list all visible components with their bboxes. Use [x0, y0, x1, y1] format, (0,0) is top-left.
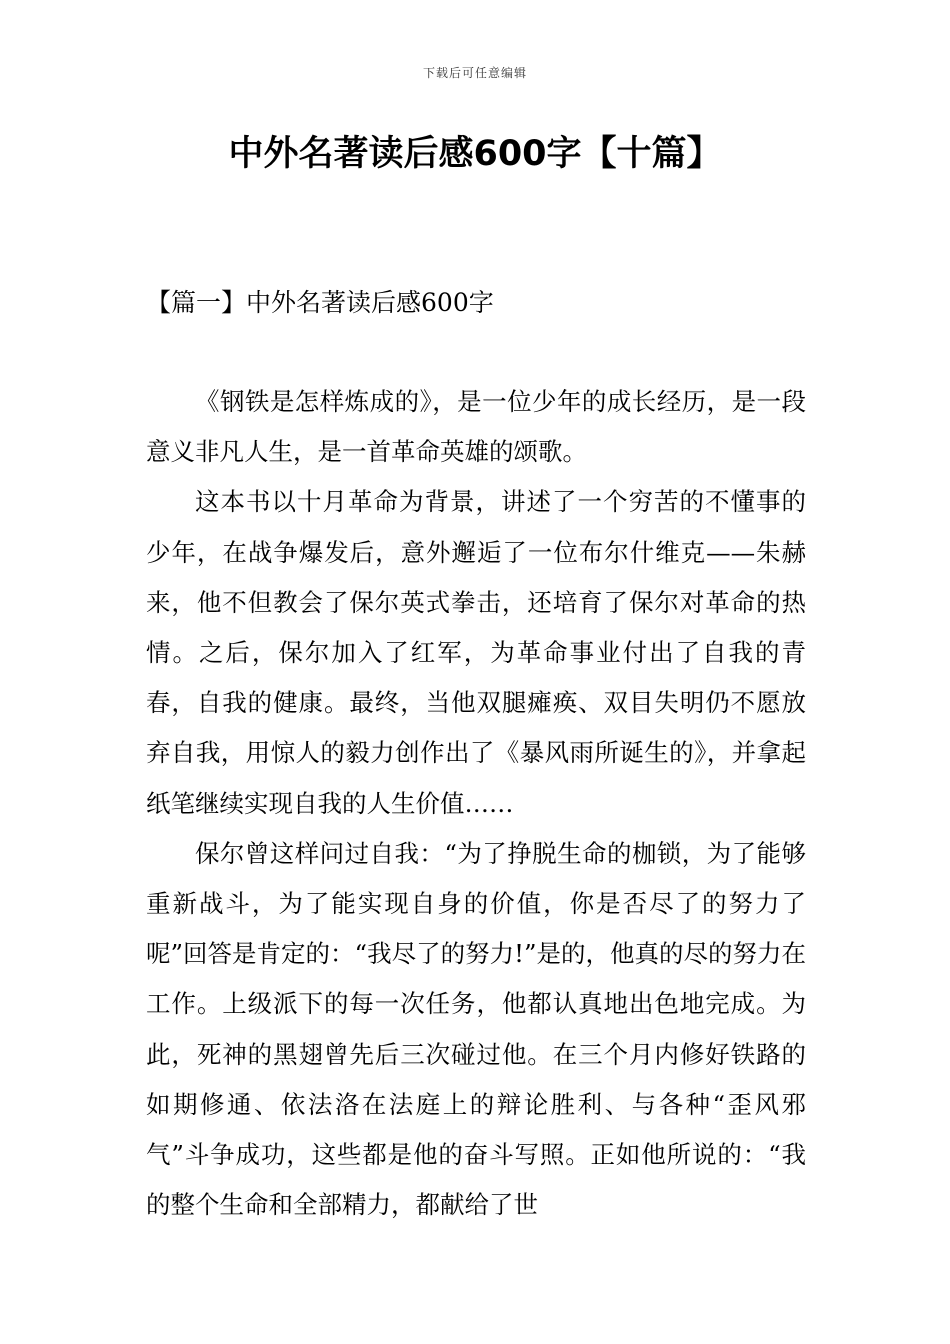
section-heading: 【篇一】中外名著读后感600字 [146, 288, 494, 317]
paragraph: 保尔曾这样问过自我：“为了挣脱生命的枷锁，为了能够重新战斗，为了能实现自身的价值，你是否尽了的努力了呢”回答是肯定的：“我尽了的努力!”是的，他真的尽的努力在工作。上级派下的每一次任务，他都认真地出色地完成。为此，死神的黑翅曾先后三次碰过他。在三个月内修好铁路的如期修通、依法洛在法庭上的辩论胜利、与各种“歪风邪气”斗争成功，这些都是他的奋斗写照。正如他所说的：“我的整个生命和全部精力，都献给了世 [146, 838, 806, 1220]
document-title: 中外名著读后感600字【十篇】 [228, 134, 722, 174]
paragraph: 这本书以十月革命为背景，讲述了一个穷苦的不懂事的少年，在战争爆发后，意外邂逅了一位布尔什维克——朱赫来，他不但教会了保尔英式拳击，还培育了保尔对革命的热情。之后，保尔加入了红军，为革命事业付出了自我的青春，自我的健康。最终，当他双腿瘫痪、双目失明仍不愿放弃自我，用惊人的毅力创作出了《暴风雨所诞生的》，并拿起纸笔继续实现自我的人生价值…… [146, 487, 806, 818]
paragraph: 《钢铁是怎样炼成的》，是一位少年的成长经历，是一段意义非凡人生，是一首革命英雄的颂歌。 [146, 387, 806, 467]
body-text [146, 377, 806, 1230]
header-note: 下载后可任意编辑 [422, 66, 527, 80]
